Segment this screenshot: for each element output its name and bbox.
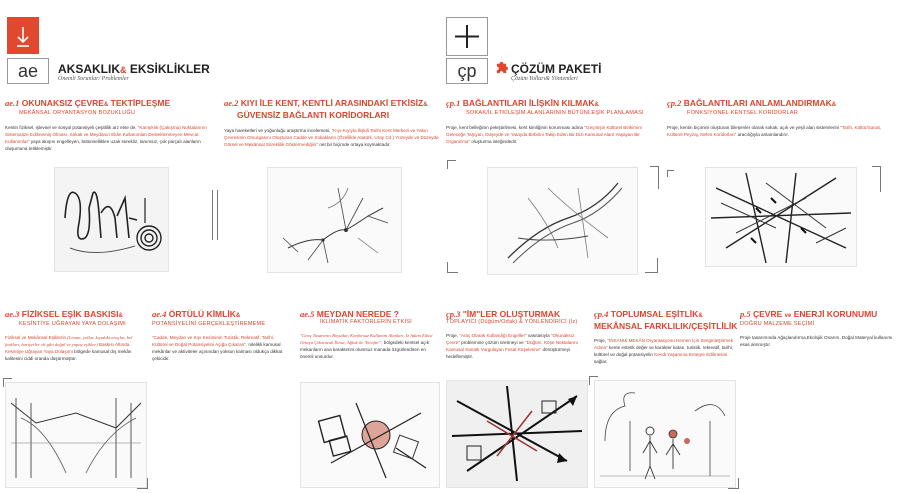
section-cp1-text: Proje, kent belleğinin pekiştirilmesi, kent kimliğinin korunması adına "Geçmişin Kültürel Birikimini Geleceğe Taşıyan, Düşeyde ve Yatayda Birbirini Takip Eden Bir Dizi Kamusal Alan/ Yaşayan Bir Organizma" oluşturma isteğindedir. xyxy=(446,125,642,144)
left-subtitle: Önemli Sorunlar/ Problemler xyxy=(58,76,129,82)
corner-bracket-ae3-tl xyxy=(3,378,12,387)
sketch-cp4 xyxy=(594,380,736,488)
section-p5-subtitle: DOĞRU MALZEME SEÇİMİ xyxy=(740,321,815,327)
divider-bracket-2 xyxy=(217,190,218,240)
section-cp3-subtitle: TOPLAYICI (Düğüm/Odak) & YÖNLENDİRİCİ (İz) xyxy=(446,319,578,325)
sketch-cp3 xyxy=(446,380,588,488)
section-ae3-title: ae.3 FİZİKSEL EŞİK BASKISI& xyxy=(5,309,123,319)
sketch-cp2 xyxy=(705,167,857,267)
section-cp1 xyxy=(446,98,661,145)
left-title-a: AKSAKLIK xyxy=(58,62,120,76)
section-ae2 xyxy=(224,98,439,148)
sketch-ae1 xyxy=(54,167,169,272)
section-ae4-title: ae.4 ÖRTÜLÜ KİMLİK& xyxy=(152,309,241,319)
divider-bracket-1 xyxy=(212,190,213,240)
plus-badge[interactable] xyxy=(446,17,488,56)
section-ae4-subtitle: POTANSİYELİNİ GERÇEKLEŞTİREMEME xyxy=(152,321,266,327)
section-p5-title: p.5 ÇEVRE ve ENERJİ KORUNUMU xyxy=(740,309,878,319)
section-ae4 xyxy=(152,309,289,362)
section-cp1-subtitle: SOKAK/İL ETKİLEŞİM ALANLARININ BÜTÜNLEŞİK PLANLAMASI xyxy=(466,110,644,116)
section-cp4-title: çp.4 TOPLUMSAL EŞİTLİK& xyxy=(594,309,703,319)
section-ae1-title: ae.1 OKUNAKSIZ ÇEVRE& TEKTİPLEŞME xyxy=(5,98,171,108)
section-cp3 xyxy=(446,309,586,360)
section-code-ae: ae xyxy=(7,58,49,84)
section-cp3-text: Proje, "Araç Olarak Kullandığı Engeller" vasıtasıyla "Okunaksız Çevre" problemine çözüm üretmeyi ve "Düğüm, Köşe Noktalarını Kamusal Sanatlı Vurgulayan Fesat Küşelerine" dönüştürmeyi hedeflemiştir. xyxy=(446,333,578,359)
section-p5-text: Proje tasarımında Ağaçlandırma,Ekolojik Onarım, Doğal Materyal kullanımı esas alınmıştır. xyxy=(740,335,893,347)
corner-bracket-cp1-bl xyxy=(447,262,458,273)
section-ae1 xyxy=(5,98,210,152)
section-cp2-subtitle: FONKSİYONEL KENTSEL KORİDORLAR xyxy=(687,110,798,116)
corner-bracket-cp4-tl xyxy=(589,376,598,385)
section-cp1-title: çp.1 BAĞLANTILARI İLİŞKİN KILMAK& xyxy=(446,98,599,108)
section-ae5-title: ae.5 MEYDAN NEREDE ? xyxy=(300,309,399,319)
section-p5 xyxy=(740,309,893,348)
section-cp3-title: çp.3 "İM"LER OLUŞTURMAK xyxy=(446,309,561,319)
download-icon xyxy=(7,17,39,54)
section-ae2-text: Yaya hareketleri ve yoğunluğu araştırma incelemesi, "Kıyı-Kıyıyla İlişkili Tarihi Kent Merkezi ve Yakın Çevresinin Omurgasını Oluşturan Cadde ve Sokakların (Özellikle Atatürk, Uray Cd.) Yüzeyde ve Düzeyde Görsel ve Mekânsal Süreklilik Göstermediğini" net bir biçimde ortaya koymaktadır. xyxy=(224,128,439,147)
download-badge[interactable] xyxy=(7,17,39,54)
puzzle-icon xyxy=(495,61,508,74)
sketch-ae2 xyxy=(267,167,402,273)
plus-icon xyxy=(447,18,487,55)
section-ae5-subtitle: İKLİMATİK FAKTÖRLERİN ETKİSİ xyxy=(320,319,412,325)
right-subtitle: Çözüm Yolları& Yöntemleri xyxy=(511,76,578,82)
section-cp2-text: Proje, kentin biçimini oluşturan bileşenler olarak sokak, açık ve yeşil alan sistemlerini "Tarih, Kültür/Sanat, Kültürel Peyzaj, Nefes Koridorları" aracılığıyla anlamlandırır. xyxy=(667,125,882,137)
section-ae3-text: Fiziksel ve Mekânsal Eşiklerin (Liman, yollar, kıyıdaki araçlar, bel farkları, bariyerler vb gibi doğal ve yapay eşikler) Baskısı Altında Kesintiye Uğrayan Yaya Dolaşımı bölgede kamusal dış mekân kalitesini ciddi oranda düşürmüştür. xyxy=(5,335,133,361)
section-cp2-title: çp.2 BAĞLANTILARI ANLAMLANDIRMAK& xyxy=(667,98,837,108)
section-ae2-title-2: GÜVENSİZ BAĞLANTI KORİDORLARI xyxy=(237,110,390,120)
section-ae3 xyxy=(5,309,145,362)
section-ae2-title: ae.2 KIYI İLE KENT, KENTLİ ARASINDAKİ ETKİSİZ& xyxy=(224,98,428,108)
sketch-ae3 xyxy=(5,382,147,488)
corner-bracket-ae3-br xyxy=(137,478,148,489)
section-cp4 xyxy=(594,309,738,365)
section-ae1-text: Kentin fiziksel, işlevsel ve sosyal potansiyeli çeşitlilik arz etse de, "Karışıklık (Çakışma) Noktalarının Sistematize Edilmemiş Olması, Sokak ve Meydanın Eldin Kullanımları Desteklenmeyen Mevcut Kullanımlar" yaya akışını engelleyen, bütünselliklen uzak sürekliz, tanımsız, çok parçalı alanların oluşumuna tetiklemiştir. xyxy=(5,125,207,151)
section-cp2 xyxy=(667,98,893,138)
section-cp4-text: Proje, "İNSANI& MEKÂN Oryantasyonu Hemen İçin Zenginleştirmek Adına" kente estetik değer ve karakter katan, turistik, rekreatif, tarihi, kültürel ve doğal potansiyelin Kendi Yaşamına Entegre Edilmesini sağlar. xyxy=(594,338,734,364)
section-ae4-text: "Cadde, Meydan ve Kıyı Kesiminin Turistik, Rekreatif, Tarihi, Kültürel ve Doğal Potansiyelini Açığa Çıkaran", nitelikli kamusal mekânlar ve aktiviteler açısından yoksun kalması oldukça dikkat çekicidir. xyxy=(152,335,283,361)
sketch-ae5 xyxy=(300,382,440,488)
section-ae3-subtitle: KESİNTİYE UĞRAYAN YAYA DOLAŞIMI xyxy=(19,321,126,327)
left-title-b: EKSİKLİKLER xyxy=(126,62,210,76)
section-ae1-subtitle: MEKÂNSAL ORYANTASYON BOZUKLUĞU xyxy=(19,110,136,116)
corner-bracket-cp1-tl xyxy=(447,160,456,169)
section-ae5 xyxy=(300,309,440,360)
corner-bracket-cp2-tl xyxy=(667,170,674,177)
corner-bracket-cp1-tr xyxy=(650,166,659,189)
section-ae5-text: "Genç Tasarımcı Boyutlar, Konforsuz Kullanım Alanları, İz Adam Etkisi Ortaya Çıkaracak İlinse, Ağlak ile 'Etrafın'", bölgedeki kentsel açık mekanların ana karakterini olumsuz manada özgürlendiren en önemli unsurdur. xyxy=(300,333,433,359)
corner-bracket-cp1-br xyxy=(645,258,658,273)
section-code-cp: çp xyxy=(446,58,488,84)
sketch-cp1 xyxy=(487,167,638,275)
left-title-amp: & xyxy=(120,65,127,75)
corner-bracket-cp4-br xyxy=(728,478,739,489)
left-title xyxy=(58,62,210,76)
section-cp4-title-2: MEKÂNSAL FARKLILIK/ÇEŞİTLİLİK xyxy=(594,321,738,331)
right-title: ÇÖZÜM PAKETİ xyxy=(511,62,602,76)
corner-bracket-cp2-tr xyxy=(872,166,881,192)
